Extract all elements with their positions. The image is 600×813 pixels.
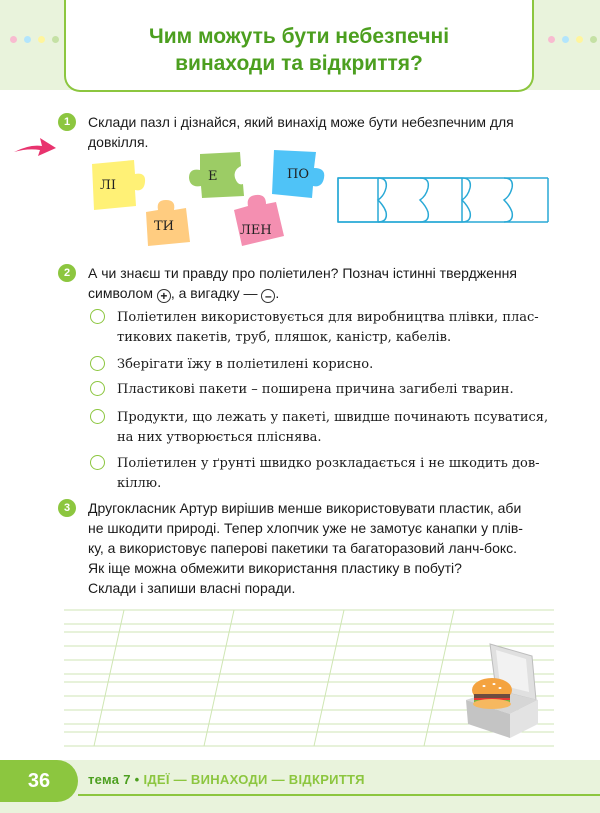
puzzle-piece-label: ПО (287, 167, 309, 182)
task3-line: ку, а використовує паперові пакетики та багаторазовий ланч-бокс. (88, 540, 518, 556)
puzzle-piece-li[interactable] (92, 160, 145, 210)
title-line-1: Чим можуть бути небезпечні (148, 25, 450, 48)
task3-line: Як іще можна обмежити використання пластику в побуті? (88, 560, 462, 576)
statement-5 (90, 454, 560, 494)
statement-4 (90, 408, 560, 448)
pointer-arrow-icon (12, 130, 58, 160)
statement-text: Продукти, що лежать у пакеті, швидше починають псуватися, на них утворюється пліснява. (117, 410, 549, 445)
task2-line1: А чи знаєш ти правду про поліетилен? Познач істинні твердження (88, 265, 517, 281)
puzzle-piece-label: ЛЕН (240, 223, 272, 238)
footer-topic (88, 772, 365, 787)
dot-icon (52, 36, 59, 43)
puzzle-piece-po[interactable] (272, 150, 324, 198)
dot-icon (24, 36, 31, 43)
lunch-box-icon (462, 640, 552, 740)
answer-slots[interactable] (338, 178, 548, 222)
task2-line2-a: символом (88, 285, 153, 301)
statement-text: Пластикові пакети – поширена причина загибелі тварин. (117, 382, 514, 397)
footer-divider (78, 794, 600, 796)
dot-icon (10, 36, 17, 43)
statement-text: Зберігати їжу в поліетилені корисно. (117, 357, 374, 372)
puzzle-piece-e[interactable] (189, 152, 244, 198)
task3-line: не шкодити природі. Тепер хлопчик уже не замотує канапки у плів- (88, 520, 523, 536)
task3-line: Склади і запиши власні поради. (88, 580, 296, 596)
statement-text: Поліетилен використовується для виробництва плівки, плас-тикових пакетів, труб, пляшок, каністр, кабелів. (117, 310, 539, 345)
footer-subtitle: ІДЕЇ — ВИНАХОДИ — ВІДКРИТТЯ (143, 772, 365, 787)
page-title (64, 0, 534, 92)
statement-1 (90, 308, 560, 348)
task-number-1: 1 (58, 113, 76, 131)
page-number: 36 (0, 760, 78, 802)
answer-circle[interactable] (90, 409, 105, 424)
puzzle-piece-ty[interactable] (146, 200, 190, 246)
statement-2 (90, 355, 560, 375)
task1-text: Склади пазл і дізнайся, який винахід може бути небезпечним для довкілля. (88, 114, 514, 150)
task-number-3: 3 (58, 499, 76, 517)
title-line-2: винаходи та відкриття? (175, 52, 423, 75)
statement-text: Поліетилен у ґрунті швидко розкладається і не шкодить дов-кіллю. (117, 456, 540, 491)
answer-circle[interactable] (90, 455, 105, 470)
answer-circle[interactable] (90, 309, 105, 324)
puzzle-piece-label: Е (208, 169, 218, 184)
answer-circle[interactable] (90, 381, 105, 396)
task3-line: Другокласник Артур вирішив менше використовувати пластик, аби (88, 500, 522, 516)
task2-line2-b: , а вигадку — (170, 285, 258, 301)
statement-3 (90, 380, 560, 400)
dot-icon (38, 36, 45, 43)
footer-separator: • (130, 772, 144, 787)
puzzle-piece-len[interactable] (234, 195, 284, 246)
task-number-2: 2 (58, 264, 76, 282)
plus-circle-icon: + (157, 289, 171, 303)
puzzle-area (88, 148, 568, 248)
task2-line2 (88, 283, 568, 303)
dot-icon (562, 36, 569, 43)
dot-icon (548, 36, 555, 43)
minus-circle-icon: – (261, 289, 275, 303)
task2-line2-c: . (275, 285, 280, 301)
dot-icon (590, 36, 597, 43)
task3-text (88, 498, 568, 598)
dot-icon (576, 36, 583, 43)
answer-circle[interactable] (90, 356, 105, 371)
puzzle-piece-label: ТИ (154, 219, 175, 234)
footer-topic-label: тема 7 (88, 772, 131, 787)
puzzle-piece-label: ЛІ (100, 178, 116, 193)
